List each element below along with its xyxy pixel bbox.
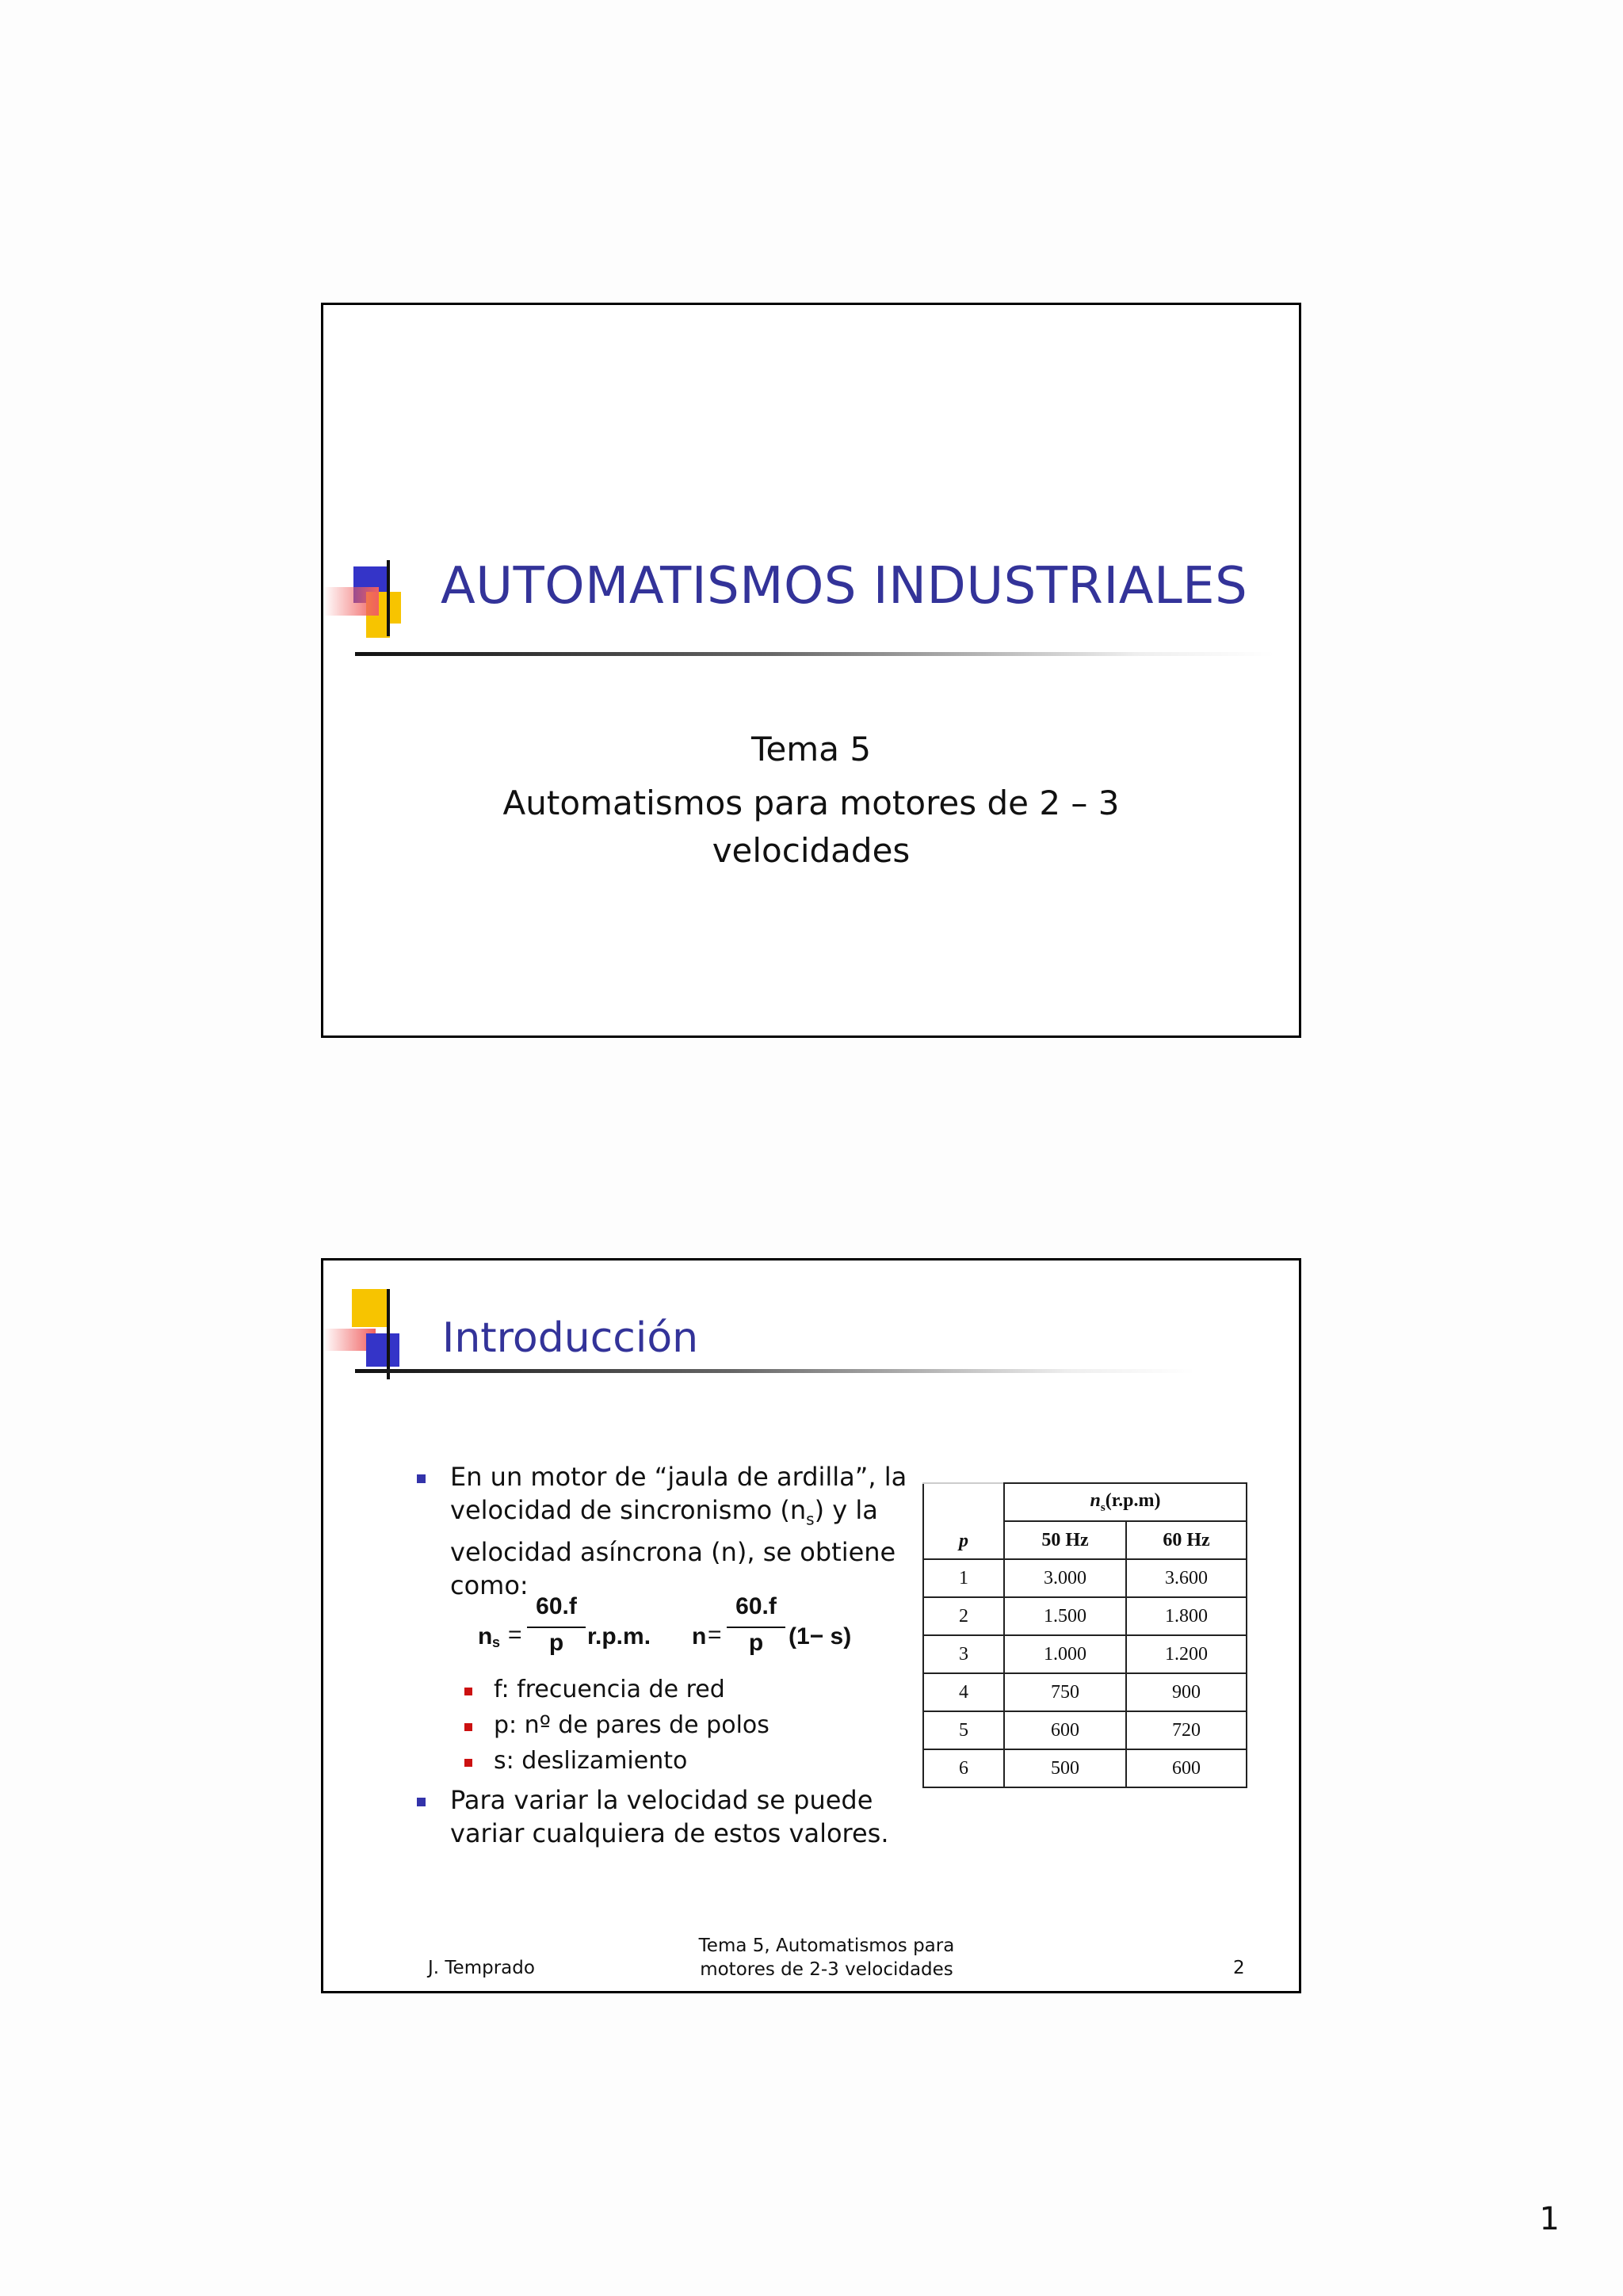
table-cell: 5 <box>923 1711 1004 1749</box>
table-cell: 3 <box>923 1635 1004 1673</box>
table-cell: 500 <box>1004 1749 1126 1787</box>
subtitle-line-2: Automatismos para motores de 2 – 3 <box>502 784 1120 822</box>
footer-author: J. Temprado <box>428 1958 535 1978</box>
table-cell: 1.800 <box>1126 1597 1247 1635</box>
bullet-marker <box>417 1474 426 1483</box>
table-header-ns: $n_s(r.p.m)$ <box>1004 1483 1247 1521</box>
table-header-50hz: 50 Hz <box>1004 1521 1126 1559</box>
footer-center: Tema 5, Automatismos para motores de 2-3 velocidades <box>698 1936 955 1980</box>
sub-bullet-marker <box>464 1759 472 1767</box>
table-row <box>923 1711 1247 1749</box>
sub-bullet-marker <box>464 1723 472 1731</box>
table-cell: 3.600 <box>1126 1559 1247 1597</box>
page-title: AUTOMATISMOS INDUSTRIALES <box>441 557 1248 616</box>
bullet-marker <box>417 1798 426 1806</box>
table-cell: 6 <box>923 1749 1004 1787</box>
table-row <box>923 1635 1247 1673</box>
table-cell: 600 <box>1126 1749 1247 1787</box>
title-underline <box>355 1369 1195 1373</box>
table-cell: 900 <box>1126 1673 1247 1711</box>
table-cell: 1.500 <box>1004 1597 1126 1635</box>
table-cell: 3.000 <box>1004 1559 1126 1597</box>
sub-bullet-text: s: deslizamiento <box>494 1747 688 1775</box>
table-row <box>923 1749 1247 1787</box>
title-underline <box>355 652 1274 656</box>
table-cell: 600 <box>1004 1711 1126 1749</box>
slide-logo-decoration <box>323 566 418 685</box>
footer-page-number: 2 <box>1233 1958 1245 1978</box>
page-number: 1 <box>1539 2201 1560 2237</box>
table-cell: 1.200 <box>1126 1635 1247 1673</box>
table-row <box>923 1559 1247 1597</box>
subtitle-line-1: Tema 5 <box>750 730 872 769</box>
slide-logo-decoration <box>323 1289 418 1408</box>
slide-1 <box>321 303 1301 1038</box>
table-row <box>923 1673 1247 1711</box>
sub-bullet-text: p: nº de pares de polos <box>494 1711 769 1739</box>
table-cell: 4 <box>923 1673 1004 1711</box>
sub-bullet-text: f: frecuencia de red <box>494 1676 725 1703</box>
slide-title: Introducción <box>442 1314 699 1362</box>
formula-asynchronous-speed: n = 60.f p (1− s) <box>692 1593 852 1656</box>
table-row <box>923 1597 1247 1635</box>
bullet-text: En un motor de “jaula de ardilla”, la velocidad de sincronismo $(n_s)$ y la velocidad asíncrona (n), se obtiene como: <box>450 1462 907 1601</box>
formula-synchronous-speed: n s = 60.f p r.p.m. <box>478 1593 651 1656</box>
sub-bullet-marker <box>464 1688 472 1695</box>
table-cell: 2 <box>923 1597 1004 1635</box>
bullet-text: Para variar la velocidad se puede variar cualquiera de estos valores. <box>450 1785 889 1848</box>
subtitle-line-3: velocidades <box>712 831 911 870</box>
table-header-60hz: 60 Hz <box>1126 1521 1247 1559</box>
slide-2 <box>321 1258 1301 1993</box>
table-cell: 1 <box>923 1559 1004 1597</box>
synchronous-speed-table <box>922 1482 1247 1788</box>
table-cell: 720 <box>1126 1711 1247 1749</box>
table-cell: 750 <box>1004 1673 1126 1711</box>
table-header-p: p <box>923 1483 1004 1559</box>
table-cell: 1.000 <box>1004 1635 1126 1673</box>
